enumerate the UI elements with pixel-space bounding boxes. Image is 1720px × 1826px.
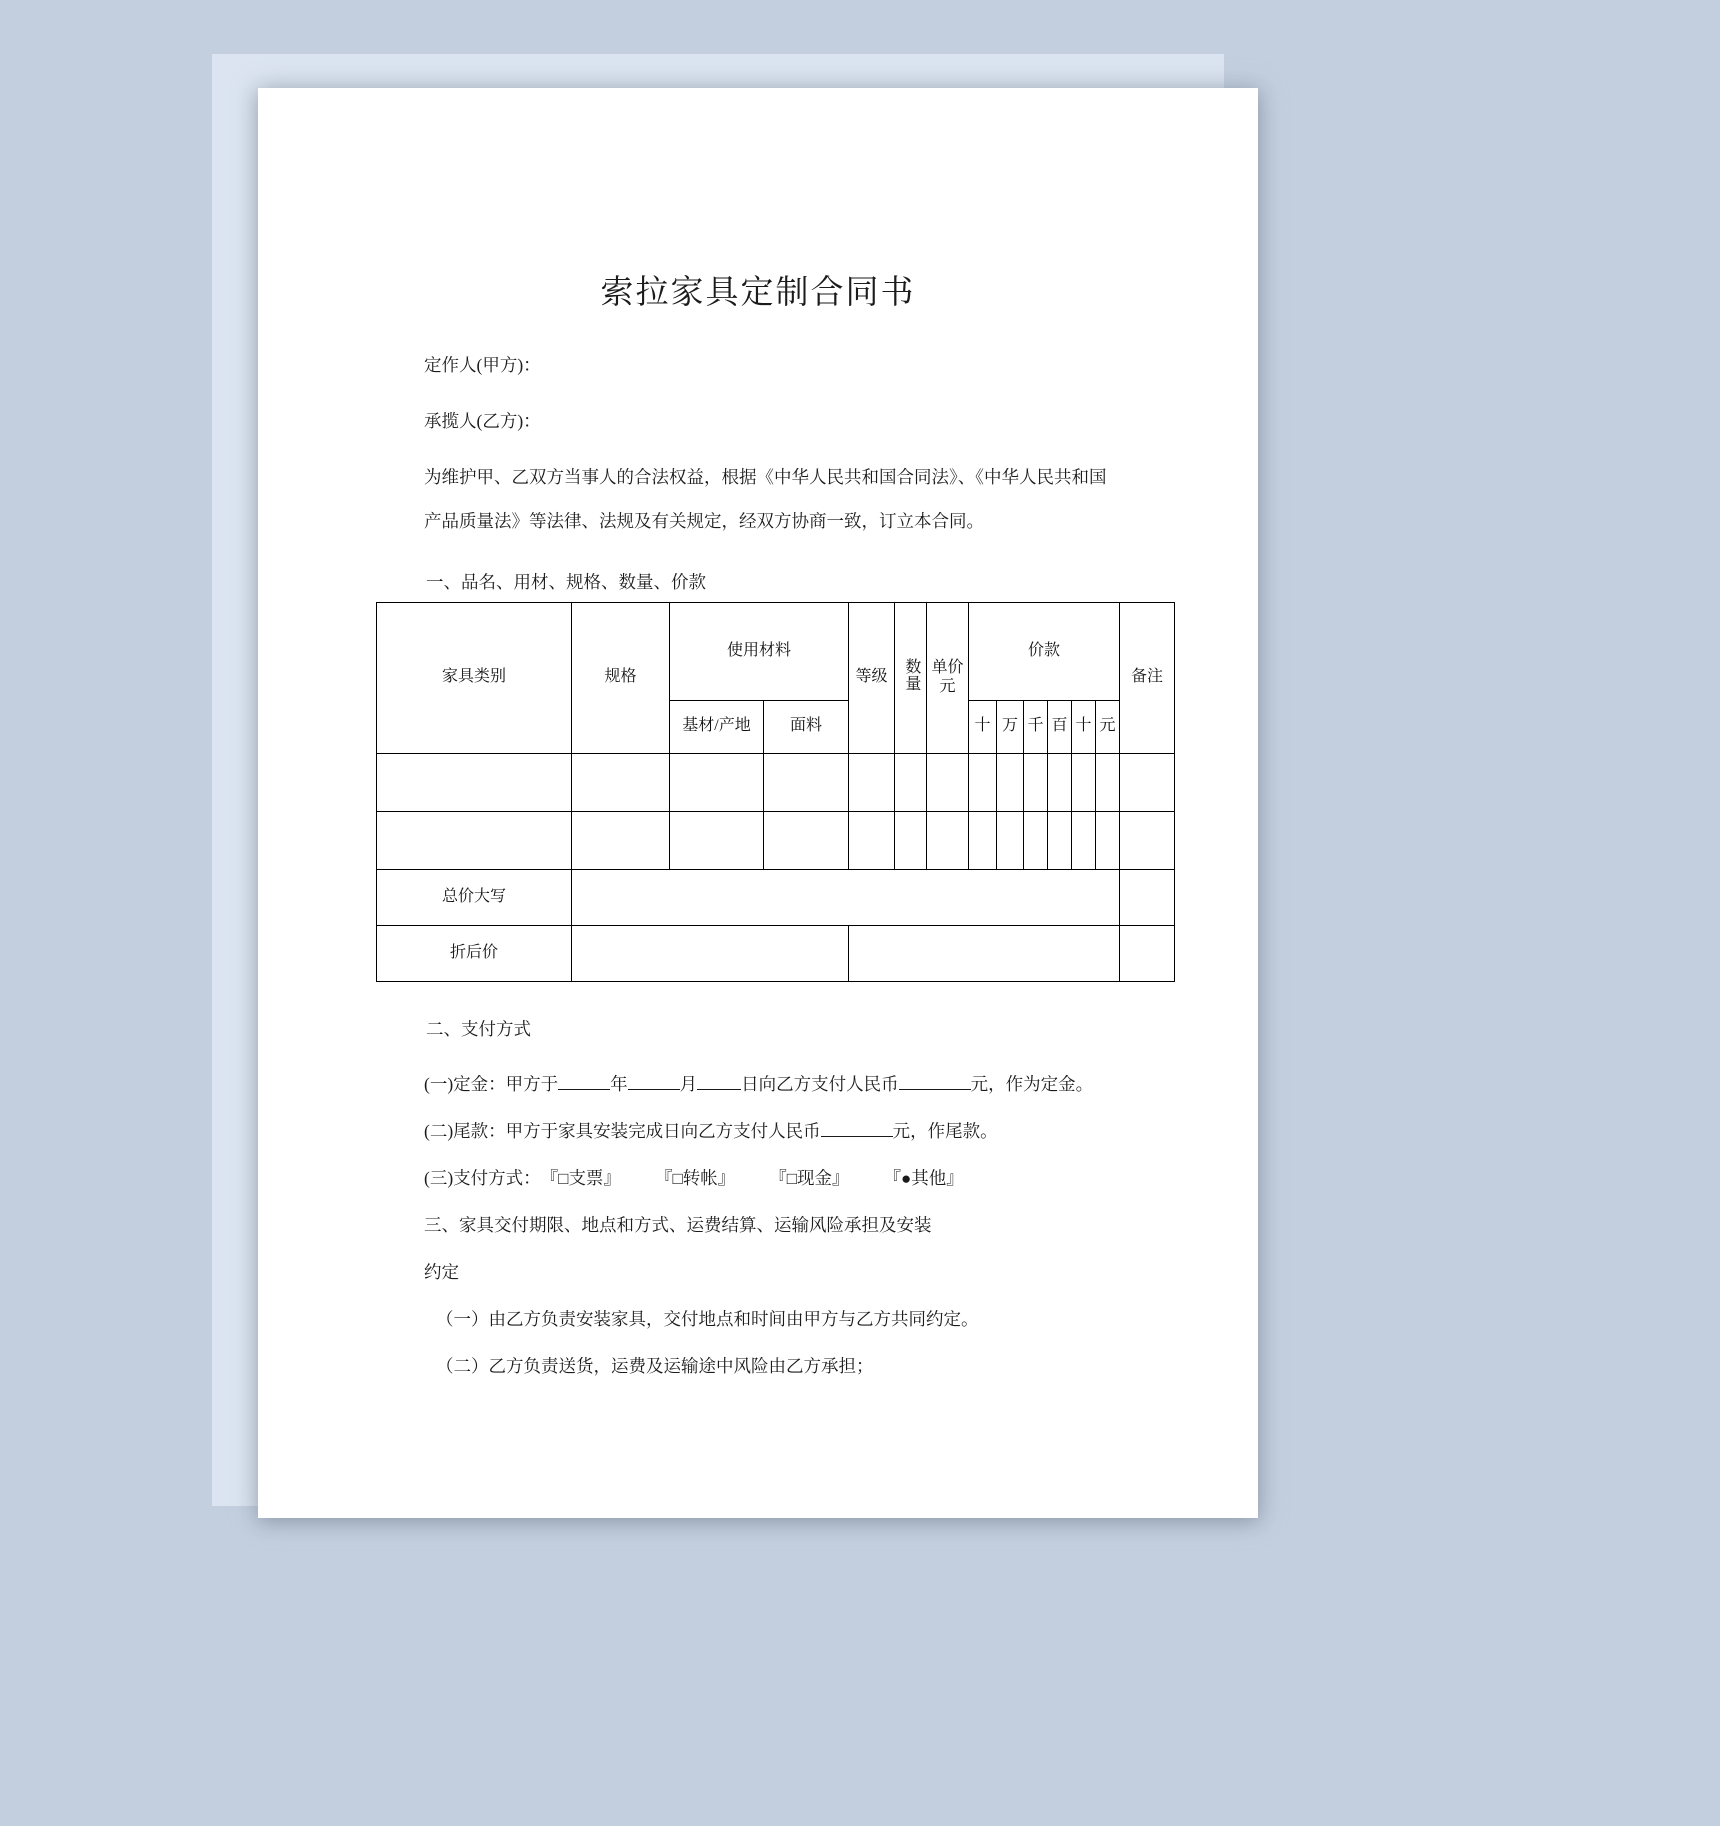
bracket-open: 『 — [540, 1167, 559, 1188]
cell-quantity[interactable] — [895, 811, 927, 869]
header-quantity-text: 数量 — [902, 657, 920, 692]
cell-discount-right[interactable] — [849, 925, 1120, 981]
bracket-close: 』 — [946, 1167, 964, 1188]
cell-unit-price[interactable] — [927, 811, 969, 869]
preamble-line-1: 为维护甲、乙双方当事人的合法权益，根据《中华人民共和国合同法》、《中华人民共和国 — [424, 467, 1107, 488]
cell-price-digit[interactable] — [1096, 811, 1120, 869]
payment-options-group — [541, 1168, 964, 1188]
cell-price-digit[interactable] — [1096, 753, 1120, 811]
page-title: 索拉家具定制合同书 — [600, 275, 916, 311]
cell-price-digit[interactable] — [1072, 811, 1096, 869]
header-unit-price-unit: 元 — [939, 677, 956, 695]
header-price-digit: 十 — [1072, 700, 1096, 753]
goods-table-header-row-1 — [377, 602, 1175, 700]
header-price-digit: 百 — [1048, 700, 1072, 753]
payment-option-label: 支票 — [568, 1167, 604, 1188]
header-price-digit: 元 — [1096, 700, 1120, 753]
spacer — [258, 378, 1258, 408]
cell-price-digit[interactable] — [1024, 811, 1048, 869]
payment-method-clause — [258, 1165, 1258, 1190]
deposit-year-label: 年 — [610, 1073, 628, 1094]
header-quantity — [895, 602, 927, 753]
section-three-heading: 三、家具交付期限、地点和方式、运费结算、运输风险承担及安装 — [424, 1214, 932, 1235]
spacer — [258, 1041, 1258, 1071]
spacer — [258, 490, 1258, 508]
bracket-close: 』 — [603, 1167, 621, 1188]
spacer — [258, 982, 1258, 1016]
spacer — [258, 535, 1258, 569]
cell-price-digit[interactable] — [969, 753, 997, 811]
payment-option-现金[interactable] — [769, 1165, 849, 1190]
section-one-heading: 一、品名、用材、规格、数量、价款 — [426, 571, 706, 592]
cell-discount-left[interactable] — [572, 925, 849, 981]
cell-total-in-words[interactable] — [572, 869, 1120, 925]
header-materials: 使用材料 — [670, 602, 849, 700]
delivery-item-2: （二）乙方负责送货，运费及运输途中风险由乙方承担； — [436, 1355, 874, 1376]
header-price-digit: 十 — [969, 700, 997, 753]
cell-unit-price[interactable] — [927, 753, 969, 811]
cell-price-digit[interactable] — [1024, 753, 1048, 811]
spacer — [258, 1096, 1258, 1118]
table-row[interactable] — [377, 811, 1175, 869]
cell-grade[interactable] — [849, 753, 895, 811]
header-material-base: 基材/产地 — [670, 700, 764, 753]
cell-total-remark[interactable] — [1120, 869, 1175, 925]
deposit-clause — [258, 1071, 1258, 1096]
payment-option-转帐[interactable] — [655, 1165, 735, 1190]
cell-spec[interactable] — [572, 811, 670, 869]
spacer — [258, 434, 1258, 464]
header-material-fabric: 面料 — [764, 700, 849, 753]
cell-discount-remark[interactable] — [1120, 925, 1175, 981]
label-discount-price: 折后价 — [377, 925, 572, 981]
checkbox-empty-icon[interactable]: □ — [786, 1168, 797, 1188]
deposit-day-blank[interactable] — [697, 1089, 741, 1090]
spacer — [258, 1237, 1258, 1259]
balance-prefix: (二)尾款：甲方于家具安装完成日向乙方支付人民币 — [424, 1120, 821, 1141]
cell-spec[interactable] — [572, 753, 670, 811]
cell-price-digit[interactable] — [997, 811, 1024, 869]
deposit-amount-blank[interactable] — [899, 1089, 971, 1090]
spacer — [258, 1284, 1258, 1306]
payment-option-label: 现金 — [797, 1167, 832, 1188]
header-unit-price-text: 单价 — [931, 659, 964, 677]
header-price-digit: 万 — [997, 700, 1024, 753]
deposit-prefix: (一)定金：甲方于 — [424, 1073, 559, 1094]
cell-price-digit[interactable] — [997, 753, 1024, 811]
spacer — [258, 594, 1258, 602]
header-price: 价款 — [969, 602, 1120, 700]
spacer — [258, 1331, 1258, 1353]
cell-material-base[interactable] — [670, 811, 764, 869]
cell-remark[interactable] — [1120, 753, 1175, 811]
deposit-day-label: 日向乙方支付人民币 — [741, 1073, 899, 1094]
preamble-line-2: 产品质量法》等法律、法规及有关规定，经双方协商一致，订立本合同。 — [424, 511, 984, 532]
deposit-year-blank[interactable] — [558, 1089, 610, 1090]
cell-remark[interactable] — [1120, 811, 1175, 869]
deposit-month-blank[interactable] — [628, 1089, 680, 1090]
spacer — [258, 1190, 1258, 1212]
section-two-heading: 二、支付方式 — [426, 1018, 531, 1039]
header-price-digit: 千 — [1024, 700, 1048, 753]
table-row-total-in-words[interactable] — [377, 869, 1175, 925]
document-page — [258, 88, 1258, 1518]
balance-suffix: 元，作尾款。 — [892, 1120, 998, 1141]
table-row-discount-price[interactable] — [377, 925, 1175, 981]
document-content — [258, 88, 1258, 1378]
bracket-open: 『 — [654, 1167, 673, 1188]
cell-category[interactable] — [377, 811, 572, 869]
cell-material-fabric[interactable] — [764, 753, 849, 811]
section-three-subheading: 约定 — [424, 1261, 459, 1282]
header-spec: 规格 — [572, 602, 670, 753]
bracket-open: 『 — [883, 1167, 901, 1188]
cell-quantity[interactable] — [895, 753, 927, 811]
party-a-label: 定作人(甲方)： — [424, 354, 541, 375]
checkbox-empty-icon[interactable]: □ — [672, 1168, 683, 1188]
cell-price-digit[interactable] — [1048, 811, 1072, 869]
header-unit-price — [927, 602, 969, 753]
goods-table-wrapper — [258, 602, 1258, 982]
cell-material-base[interactable] — [670, 753, 764, 811]
payment-method-label: (三)支付方式： — [424, 1167, 541, 1188]
bracket-close: 』 — [717, 1167, 736, 1188]
deposit-suffix: 元，作为定金。 — [970, 1073, 1094, 1094]
balance-clause — [258, 1118, 1258, 1143]
cell-material-fabric[interactable] — [764, 811, 849, 869]
cell-grade[interactable] — [849, 811, 895, 869]
deposit-month-label: 月 — [679, 1073, 698, 1094]
bracket-close: 』 — [832, 1167, 850, 1188]
bracket-open: 『 — [769, 1167, 787, 1188]
goods-table — [376, 602, 1175, 982]
cell-category[interactable] — [377, 753, 572, 811]
spacer — [258, 314, 1258, 352]
balance-amount-blank[interactable] — [821, 1136, 893, 1137]
payment-option-支票[interactable] — [541, 1165, 621, 1190]
cell-price-digit[interactable] — [1048, 753, 1072, 811]
header-grade: 等级 — [849, 602, 895, 753]
table-row[interactable] — [377, 753, 1175, 811]
cell-price-digit[interactable] — [969, 811, 997, 869]
payment-option-label: 其他 — [911, 1167, 947, 1188]
payment-option-label: 转帐 — [682, 1167, 718, 1188]
payment-option-其他[interactable] — [884, 1165, 964, 1190]
checkbox-empty-icon[interactable]: □ — [558, 1168, 569, 1188]
label-total-in-words: 总价大写 — [377, 869, 572, 925]
spacer — [258, 1143, 1258, 1165]
party-b-label: 承揽人(乙方)： — [424, 410, 541, 431]
delivery-item-1: （一）由乙方负责安装家具，交付地点和时间由甲方与乙方共同约定。 — [436, 1308, 979, 1329]
header-remark: 备注 — [1120, 602, 1175, 753]
cell-price-digit[interactable] — [1072, 753, 1096, 811]
header-category: 家具类别 — [377, 602, 572, 753]
checkbox-checked-icon[interactable]: ● — [901, 1168, 912, 1188]
